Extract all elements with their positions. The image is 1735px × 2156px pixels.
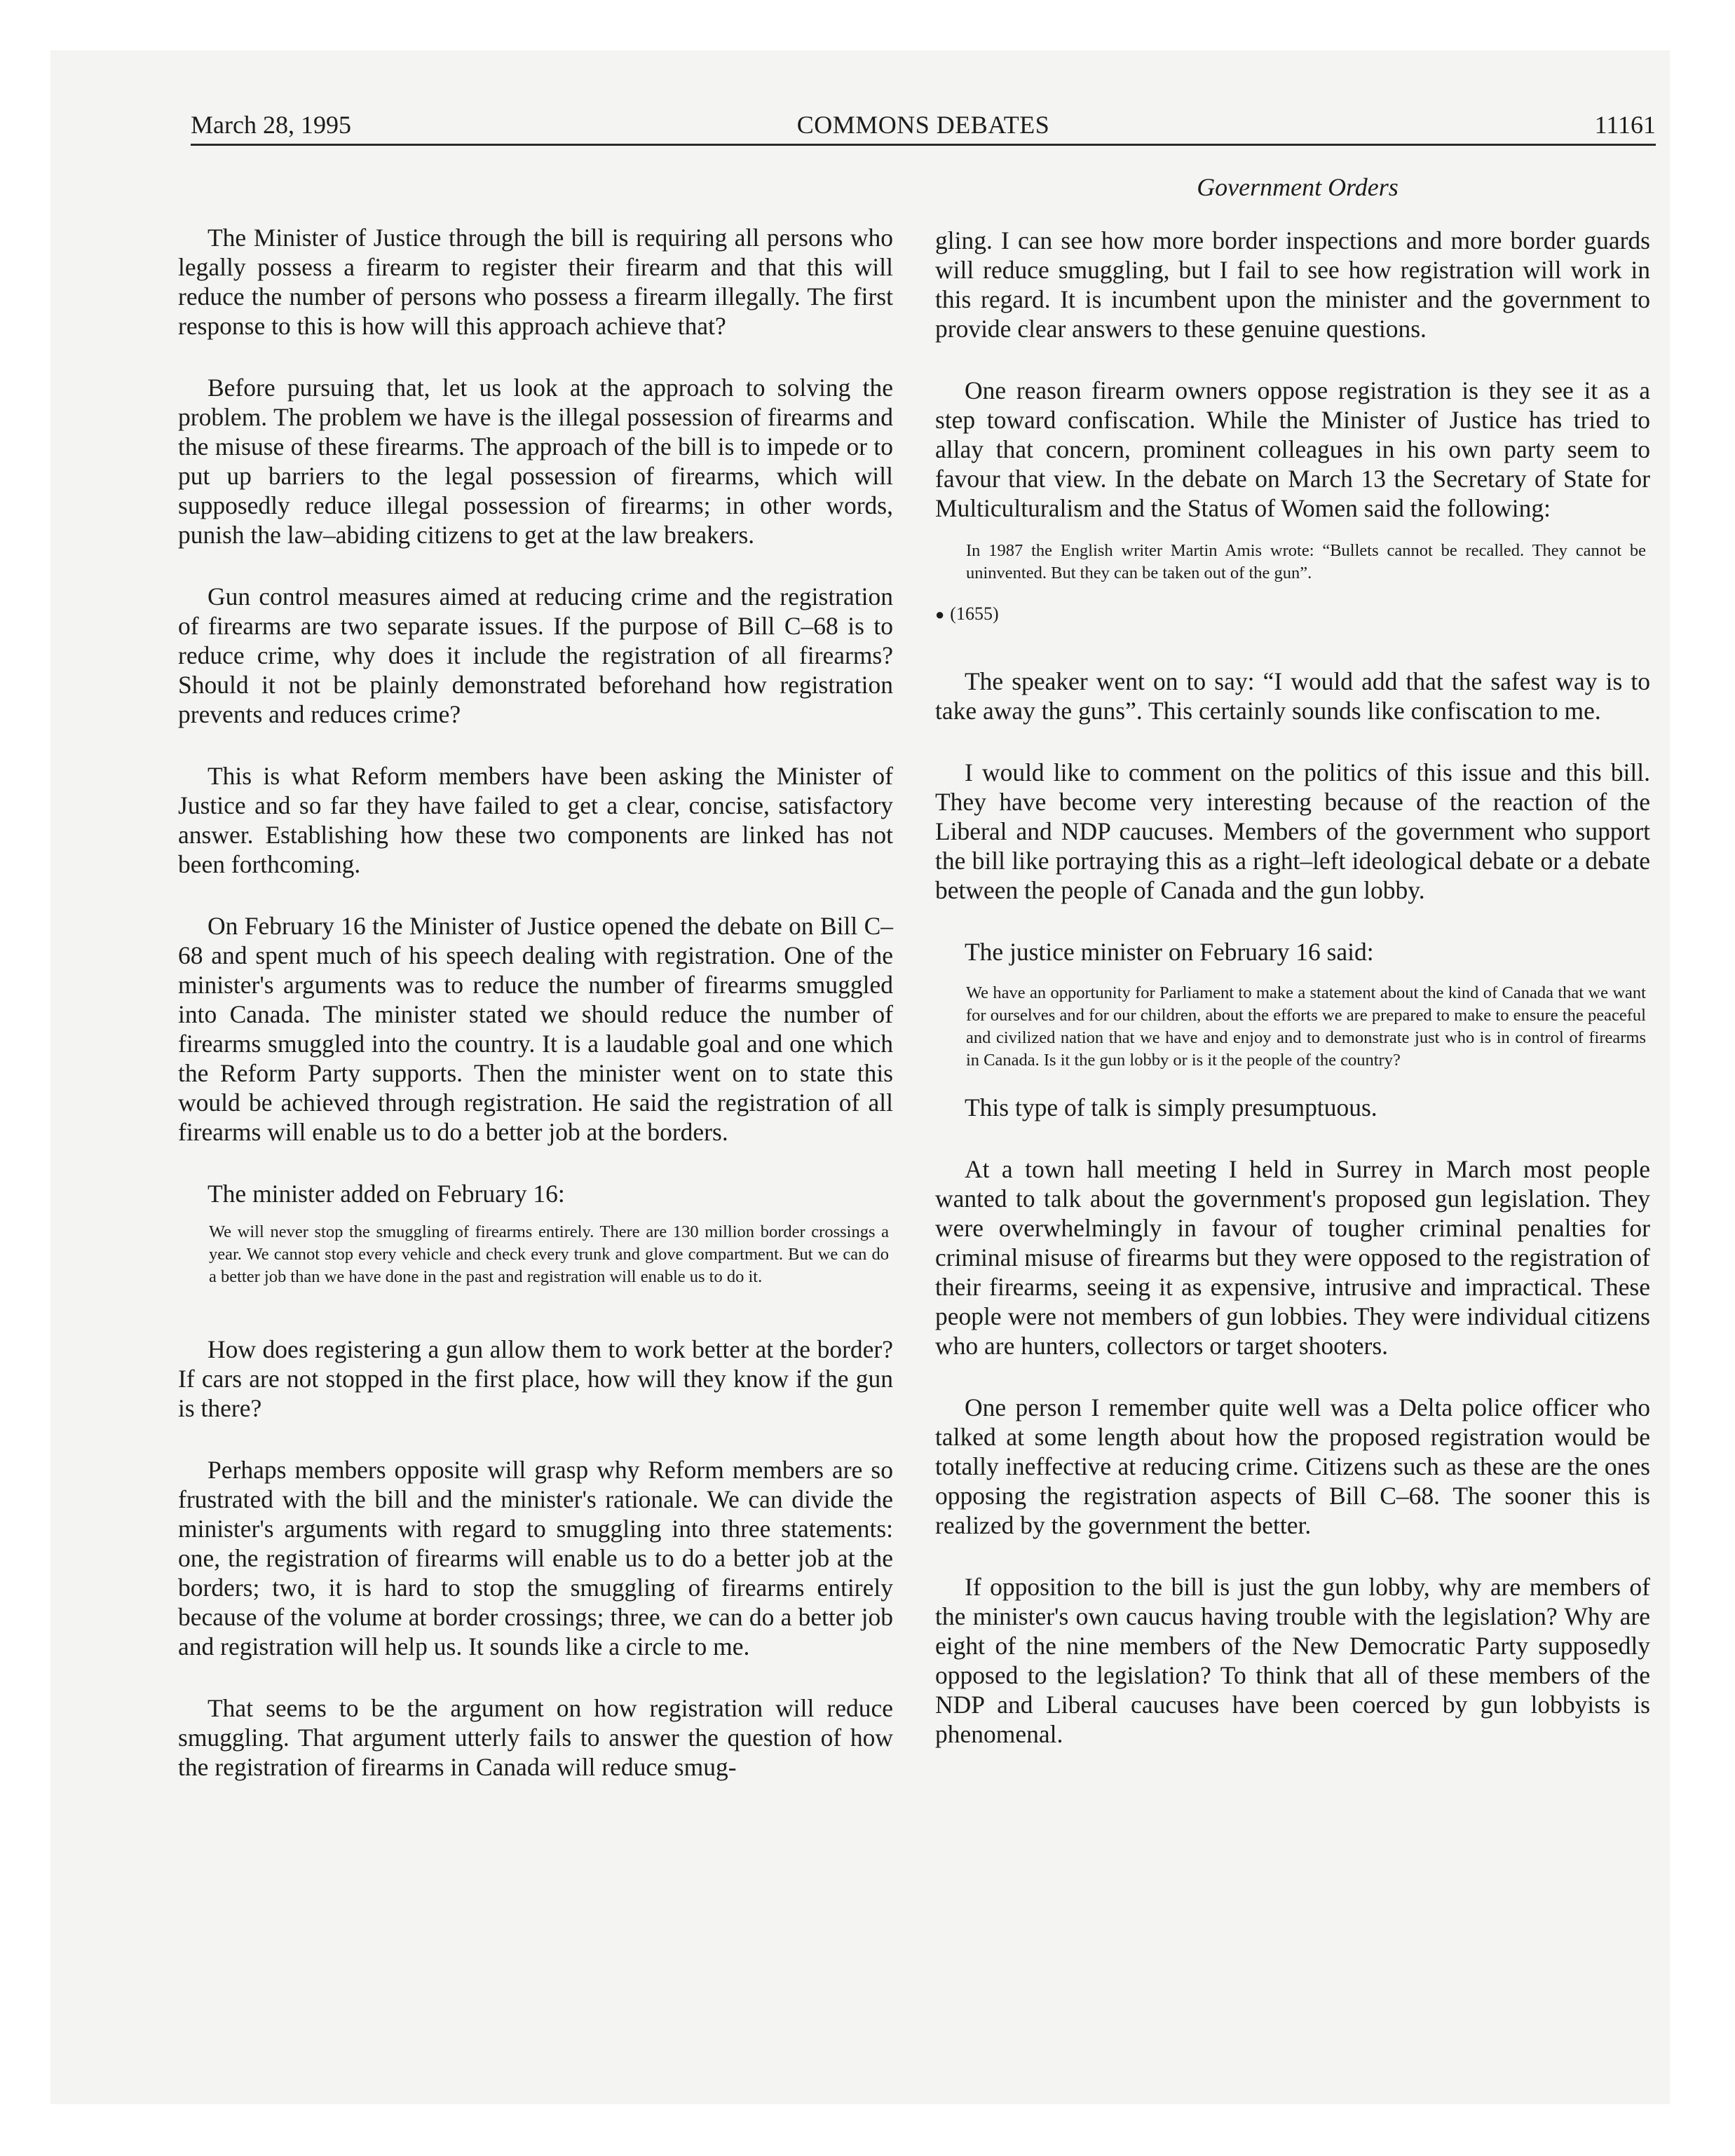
header-rule bbox=[191, 144, 1656, 146]
block-quote: In 1987 the English writer Martin Amis wrote: “Bullets cannot be recalled. They cannot be uninvented. But they can be taken out of the gun”. bbox=[966, 541, 1646, 582]
block-quote: We have an opportunity for Parliament to make a statement about the kind of Canada that we want for ourselves and for our children, about the efforts we are prepared to make to ensure the peaceful and civilized nation that we have and enjoy and to demonstrate just who is in control of firearms in Canada. Is it the gun lobby or is it the people of the country? bbox=[966, 983, 1646, 1070]
quote-intro: The justice minister on February 16 said: bbox=[965, 938, 1374, 966]
publication-title: COMMONS DEBATES bbox=[796, 111, 1050, 139]
paragraph: This is what Reform members have been asking the Minister of Justice and so far they have failed to get a clear, concise, satisfactory answer. Establishing how these two components are linked has not been forthcoming. bbox=[178, 762, 893, 878]
quote-intro: The minister added on February 16: bbox=[207, 1180, 565, 1208]
header-date: March 28, 1995 bbox=[191, 111, 351, 139]
paragraph: How does registering a gun allow them to work better at the border? If cars are not stopped in the first place, how will they know if the gun is there? bbox=[178, 1335, 893, 1422]
paragraph: At a town hall meeting I held in Surrey in March most people wanted to talk about the government's proposed gun legislation. They were overwhelmingly in favour of tougher criminal penalties for criminal misuse of firearms but they were opposed to the registration of their firearms, seeing it as expensive, intrusive and impractical. These people were not members of gun lobbies. They were individual citizens who are hunters, collectors or target shooters. bbox=[935, 1155, 1650, 1360]
paragraph: This type of talk is simply presumptuous. bbox=[965, 1093, 1377, 1121]
bullet-icon: ● bbox=[935, 606, 945, 623]
block-quote: We will never stop the smuggling of firearms entirely. There are 130 million border crossings a year. We cannot stop every vehicle and check every trunk and glove compartment. But we can do a better job than we have done in the past and registration will enable us to do it. bbox=[209, 1222, 889, 1286]
paragraph: I would like to comment on the politics of this issue and this bill. They have become very interesting because of the reaction of the Liberal and NDP caucuses. Members of the government who support the bill like portraying this as a right–left ideological debate or a debate between the people of Canada and the gun lobby. bbox=[935, 758, 1650, 904]
paragraph: Before pursuing that, let us look at the approach to solving the problem. The problem we have is the illegal possession of firearms and the misuse of these firearms. The approach of the bill is to impede or to put up barriers to the legal possession of firearms, which will supposedly reduce illegal possession of firearms; in other words, punish the law–abiding citizens to get at the law breakers. bbox=[178, 374, 893, 549]
paragraph: That seems to be the argument on how registration will reduce smuggling. That argument utterly fails to answer the question of how the registration of firearms in Canada will reduce smug- bbox=[178, 1694, 893, 1781]
paragraph: The speaker went on to say: “I would add that the safest way is to take away the guns”. This certainly sounds like confiscation to me. bbox=[935, 667, 1650, 725]
page-number: 11161 bbox=[1594, 111, 1656, 139]
running-header bbox=[191, 105, 1656, 144]
right-column bbox=[935, 226, 1650, 1781]
paragraph: Gun control measures aimed at reducing crime and the registration of firearms are two separate issues. If the purpose of Bill C–68 is to reduce crime, why does it include the registration of all firearms? Should it not be plainly demonstrated beforehand how registration prevents and reduces crime? bbox=[178, 582, 893, 728]
paragraph: Perhaps members opposite will grasp why Reform members are so frustrated with the bill and the minister's rationale. We can divide the minister's arguments with regard to smuggling into three statements: one, the registration of firearms will enable us to do a better job at the borders; two, it is hard to stop the smuggling of firearms entirely because of the volume at border crossings; three, we can do a better job and registration will help us. It sounds like a circle to me. bbox=[178, 1456, 893, 1660]
time-marker bbox=[935, 603, 1650, 626]
paragraph: On February 16 the Minister of Justice opened the debate on Bill C–68 and spent much of his speech dealing with registration. One of the minister's arguments was to reduce the number of firearms smuggled into Canada. The minister stated we should reduce the number of firearms smuggled into the country. It is a laudable goal and one which the Reform Party supports. Then the minister went on to state this would be achieved through registration. He said the registration of all firearms will enable us to do a better job at the borders. bbox=[178, 912, 893, 1146]
time-marker-text: (1655) bbox=[950, 603, 999, 624]
paragraph: One person I remember quite well was a Delta police officer who talked at some length about how the proposed registration would be totally ineffective at reducing crime. Citizens such as these are the ones opposing the registration aspects of Bill C–68. The sooner this is realized by the government the better. bbox=[935, 1393, 1650, 1539]
paragraph: One reason firearm owners oppose registration is they see it as a step toward confiscation. While the Minister of Justice has tried to allay that concern, prominent colleagues in his own party seem to favour that view. In the debate on March 13 the Secretary of State for Multiculturalism and the Status of Women said the following: bbox=[935, 376, 1650, 522]
section-label: Government Orders bbox=[1197, 173, 1399, 201]
left-column bbox=[178, 223, 893, 1814]
paragraph: The Minister of Justice through the bill is requiring all persons who legally possess a firearm to register their firearm and that this will reduce the number of persons who possess a firearm illegally. The first response to this is how will this approach achieve that? bbox=[178, 224, 893, 340]
paragraph: If opposition to the bill is just the gun lobby, why are members of the minister's own caucus having trouble with the legislation? Why are eight of the nine members of the New Democratic Party supposedly opposed to the legislation? To think that all of these members of the NDP and Liberal caucuses have been coerced by gun lobbyists is phenomenal. bbox=[935, 1573, 1650, 1748]
paragraph-continued: gling. I can see how more border inspections and more border guards will reduce smuggling, but I fail to see how registration will work in this regard. It is incumbent upon the minister and the government to provide clear answers to these genuine questions. bbox=[935, 226, 1650, 343]
